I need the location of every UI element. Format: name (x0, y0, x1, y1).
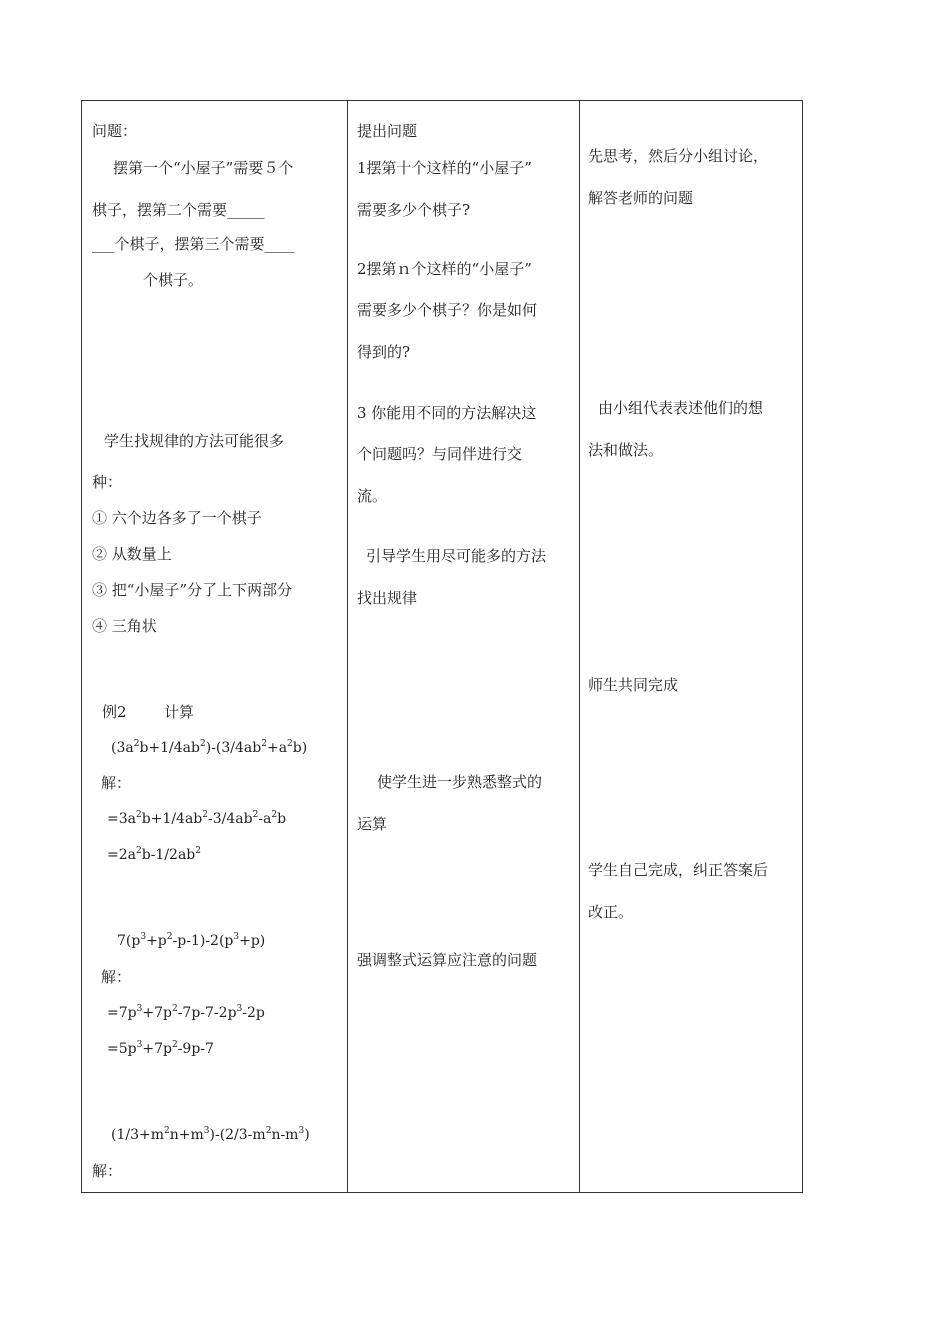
math-step: $=3a^2b+1/4ab^2-3/4ab^2-a^2b$ (107, 810, 287, 827)
method-item: ③ 把“小屋子”分了上下两部分 (92, 581, 293, 599)
problem-text: 摆第一个“小屋子”需要５个 (113, 159, 294, 177)
teacher-question: 需要多少个棋子? (357, 201, 471, 219)
teacher-question: 需要多少个棋子？你是如何 (357, 301, 538, 319)
problem-text: 个棋子。 (143, 271, 204, 289)
teacher-guidance: 找出规律 (357, 589, 418, 607)
student-activity: 由小组代表表述他们的想 (598, 399, 764, 417)
student-activity: 改正。 (588, 903, 634, 921)
teacher-guidance: 引导学生用尽可能多的方法 (366, 547, 547, 565)
math-expression: $(1/3+m^2n+m^3)-(2/3-m^2n-m^3)$ (111, 1126, 310, 1143)
teacher-question: 个问题吗？与同伴进行交 (357, 445, 523, 463)
column-divider (579, 101, 580, 1192)
student-activity: 先思考，然后分小组讨论， (588, 147, 769, 165)
student-activity: 师生共同完成 (588, 676, 679, 694)
math-expression: $7(p^3+p^2-p-1)-2(p^3+p)$ (117, 932, 266, 949)
solution-label: 解： (101, 774, 132, 792)
teacher-question: 3 你能用不同的方法解决这 (357, 404, 537, 422)
teacher-question: 得到的? (357, 343, 411, 361)
teacher-question: 2摆第ｎ个这样的“小屋子” (357, 260, 532, 278)
teacher-emphasis: 强调整式运算应注意的问题 (357, 951, 538, 969)
math-step: $=2a^2b-1/2ab^2$ (107, 846, 201, 863)
methods-intro: 种： (92, 473, 123, 491)
methods-intro: 学生找规律的方法可能很多 (104, 432, 285, 450)
solution-label: 解： (101, 968, 132, 986)
student-activity: 学生自己完成，纠正答案后 (588, 861, 769, 879)
method-item: ② 从数量上 (92, 545, 172, 563)
teacher-intent: 运算 (357, 815, 388, 833)
method-item: ④ 三角状 (92, 617, 157, 635)
problem-text: 棋子，摆第二个需要_____ (92, 201, 265, 219)
math-step: $=7p^3+7p^2-7p-7-2p^3-2p$ (107, 1004, 265, 1021)
problem-text: ___个棋子，摆第三个需要____ (92, 235, 295, 253)
problem-title: 问题： (92, 122, 138, 140)
student-activity: 解答老师的问题 (588, 189, 694, 207)
method-item: ① 六个边各多了一个棋子 (92, 509, 262, 527)
example-action: 计算 (164, 703, 195, 721)
teacher-activity: 提出问题 (357, 122, 418, 140)
math-expression: $(3a^2b+1/4ab^2)-(3/4ab^2+a^2b)$ (111, 739, 308, 756)
teacher-question: 流。 (357, 487, 388, 505)
column-divider (347, 101, 348, 1192)
teacher-question: 1摆第十个这样的“小屋子” (357, 159, 532, 177)
example-label: 例2 (102, 703, 127, 721)
teacher-intent: 使学生进一步熟悉整式的 (377, 773, 543, 791)
student-activity: 法和做法。 (588, 441, 664, 459)
solution-label: 解： (92, 1162, 123, 1180)
math-step: $=5p^3+7p^2-9p-7$ (107, 1040, 214, 1057)
